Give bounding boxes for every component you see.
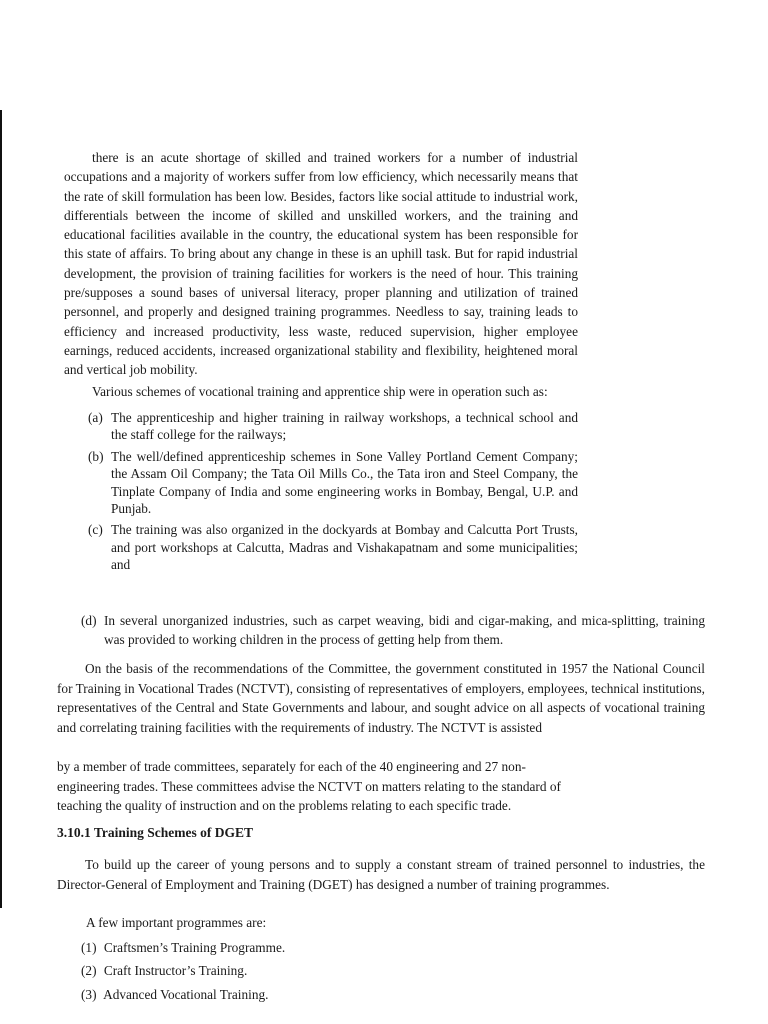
list-item-label: (1) <box>81 940 97 955</box>
list-item-label: (d) <box>81 613 97 628</box>
list-item-text: Craft Instructor’s Training. <box>103 963 248 978</box>
list-item <box>57 611 705 649</box>
list-item <box>81 940 285 956</box>
paragraph-nctvt: On the basis of the recommendations of the Committee, the government constituted in 1957 the National Council for Training in Vocational Trades (NCTVT), consisting of representatives of employers, employees, technical institutions, representatives of the Central and State Governments and labour, and sought advice on all aspects of vocational training and correlating training facilities with the requirements of industry. The NCTVT is assisted <box>57 661 705 735</box>
list-item-label: (b) <box>88 448 104 464</box>
paragraph-programmes-intro: A few important programmes are: <box>86 915 267 930</box>
list-item-text: In several unorganized industries, such as carpet weaving, bidi and cigar-making, and mica-splitting, training was provided to working children in the process of getting help from them. <box>104 613 705 647</box>
list-item <box>64 521 578 573</box>
list-item-label: (a) <box>88 410 103 425</box>
list-item-text: Craftsmen’s Training Programme. <box>103 940 286 955</box>
section-heading: 3.10.1 Training Schemes of DGET <box>57 825 254 840</box>
list-item <box>81 963 247 979</box>
list-item <box>81 987 268 1003</box>
list-item-text: Advanced Vocational Training. <box>103 987 269 1002</box>
page-edge-rule <box>0 110 2 908</box>
list-item-text: The apprenticeship and higher training in railway workshops, a technical school and the staff college for the railways; <box>111 410 578 443</box>
list-item-text: The well/defined apprenticeship schemes in Sone Valley Portland Cement Company; the Assam Oil Company; the Tata Oil Mills Co., the Tata iron and Steel Company, the Tinplate Company of India and some engineering works in Bombay, Bengal, U.P. and Punjab. <box>111 448 578 517</box>
list-item-label: (c) <box>88 522 103 538</box>
paragraph-skill-shortage: there is an acute shortage of skilled and trained workers for a number of industrial occupations and a majority of workers suffer from low efficiency, which necessarily means that the rate of skill formulation has been low. Besides, factors like social attitude to industrial work, differentials between the income of skilled and unskilled workers, and the training and educational facilities available in the country, the educational system has been responsible for this state of affairs. To bring about any change in these is an uphill task. But for rapid industrial development, the provision of training facilities for workers is the need of hour. This training pre/supposes a sound bases of universal literacy, proper planning and utilization of trained personnel, and properly and designed training programmes. Needless to say, training leads to efficiency and increased productivity, less waste, reduced supervision, higher employee earnings, reduced accidents, increased organizational stability and flexibility, heightened moral and vertical job mobility. <box>64 150 578 378</box>
list-item-label: (3) <box>81 987 97 1002</box>
list-item-label: (2) <box>81 963 97 978</box>
list-item-text: The training was also organized in the dockyards at Bombay and Calcutta Port Trusts, and port workshops at Calcutta, Madras and Vishakapatnam and some municipalities; and <box>111 522 578 573</box>
paragraph-dget: To build up the career of young persons and to supply a constant stream of trained personnel to industries, the Director-General of Employment and Training (DGET) has designed a number of training programmes. <box>57 857 705 892</box>
paragraph-schemes-intro: Various schemes of vocational training and apprentice ship were in operation such as: <box>92 384 548 399</box>
schemes-list <box>64 409 578 578</box>
list-item <box>64 409 578 444</box>
paragraph-trade-committees: by a member of trade committees, separately for each of the 40 engineering and 27 non-engineering trades. These committees advise the NCTVT on matters relating to the standard of teaching the quality of instruction and on the problems relating to each specific trade. <box>57 759 561 813</box>
list-item <box>64 448 578 518</box>
